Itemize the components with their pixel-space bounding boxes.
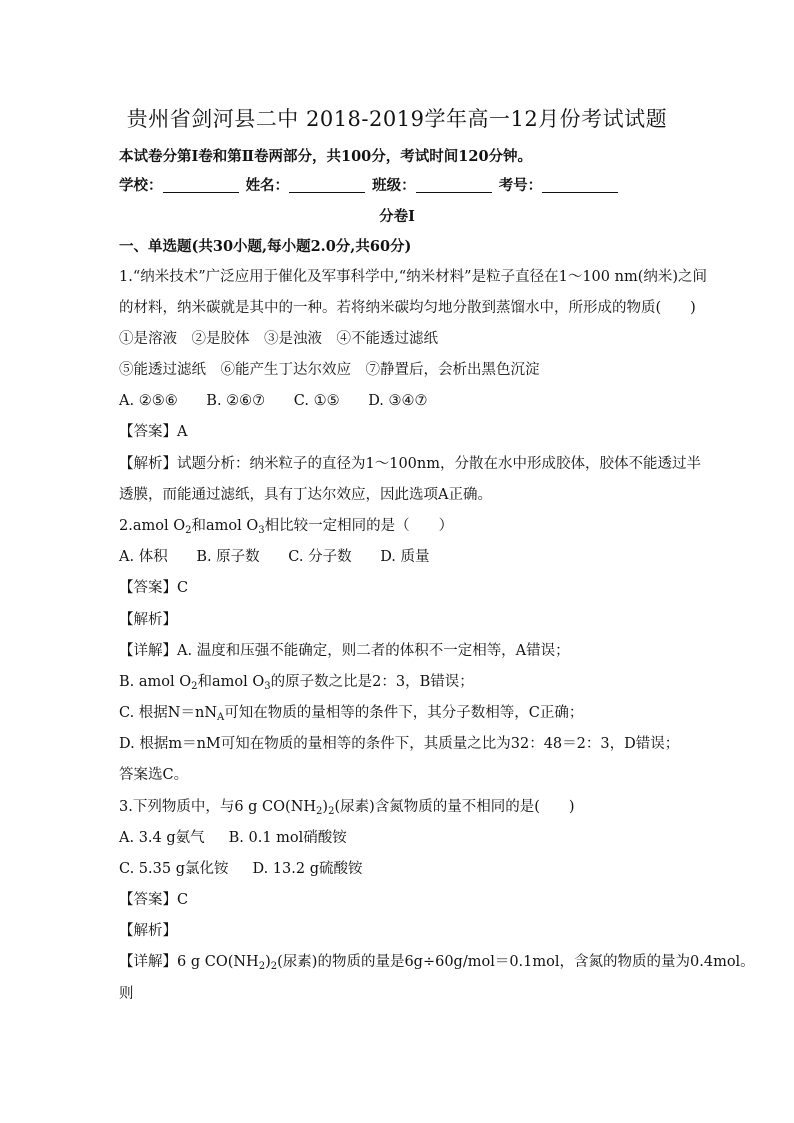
- subscript: 3: [258, 525, 265, 536]
- q2-detail-part: 可知在物质的量相等的条件下，其分子数相等，C正确；: [224, 705, 584, 721]
- q1-items-line-2: ⑤能透过滤纸 ⑥能产生丁达尔效应 ⑦静置后，会析出黑色沉淀: [119, 362, 540, 378]
- class-field[interactable]: [416, 178, 492, 194]
- q3-detail-part: ): [265, 954, 271, 970]
- q2-detail-line-1: 【详解】A. 温度和压强不能确定，则二者的体积不一定相等，A错误；: [119, 643, 570, 659]
- q2-option-a: A. 体积: [119, 549, 168, 565]
- q2-detail-part: 的原子数之比是2：3，B错误；: [270, 674, 474, 690]
- name-label: 姓名：: [245, 177, 290, 194]
- name-field[interactable]: [289, 178, 365, 194]
- q2-answer: 【答案】C: [119, 580, 189, 596]
- q3-options-row-2: [119, 861, 387, 878]
- q1-analysis-line-1: 【解析】试题分析：纳米粒子的直径为1～100nm，分散在水中形成胶体，胶体不能透过半: [119, 456, 701, 472]
- q1-items-line-1: ①是溶液 ②是胶体 ③是浊液 ④不能透过滤纸: [119, 331, 438, 347]
- q2-options: [119, 549, 454, 566]
- q1-option-b: B. ②⑥⑦: [206, 393, 266, 409]
- subscript: A: [217, 712, 225, 723]
- q2-stem: [119, 518, 453, 537]
- q3-detail-part: 【详解】6 g CO(NH: [119, 954, 259, 970]
- q3-detail-part: (尿素)的物质的量是6g÷60g/mol＝0.1mol，含氮的物质的量为0.4mol。: [277, 954, 755, 970]
- q2-detail-part: B. amol O: [119, 674, 192, 690]
- q2-detail-line-3: [119, 705, 583, 724]
- subscript: 2: [316, 806, 323, 817]
- q3-option-b: B. 0.1 mol硝酸铵: [228, 830, 347, 846]
- school-label: 学校：: [119, 177, 163, 194]
- q3-stem-part: (尿素)含氮物质的量不相同的是( ): [334, 799, 575, 815]
- q1-stem-line-2: 的材料，纳米碳就是其中的一种。若将纳米碳均匀地分散到蒸馏水中，所形成的物质( ): [119, 300, 696, 316]
- number-field[interactable]: [542, 178, 618, 194]
- subscript: 2: [185, 525, 192, 536]
- q2-detail-line-2: [119, 674, 474, 693]
- section-title: 分卷I: [379, 208, 415, 225]
- q1-option-a: A. ②⑤⑥: [119, 393, 178, 409]
- subscript: 2: [258, 961, 266, 972]
- q3-options-row-1: [119, 830, 371, 847]
- subscript: 2: [270, 961, 278, 972]
- q2-analysis: 【解析】: [119, 612, 177, 628]
- exam-intro: 本试卷分第Ⅰ卷和第Ⅱ卷两部分，共100分，考试时间120分钟。: [119, 148, 533, 165]
- q1-option-d: D. ③④⑦: [368, 393, 428, 409]
- q2-detail-line-4: D. 根据m＝nM可知在物质的量相等的条件下，其质量之比为32：48＝2：3，D错误；: [119, 736, 680, 752]
- subscript: 2: [328, 806, 335, 817]
- q3-stem-part: ): [322, 799, 329, 815]
- q2-option-c: C. 分子数: [288, 549, 352, 565]
- q3-answer: 【答案】C: [119, 892, 189, 908]
- q2-detail-part: 和amol O: [197, 674, 265, 690]
- q1-option-c: C. ①⑤: [293, 393, 340, 409]
- class-label: 班级：: [372, 177, 416, 194]
- part-title: 一、单选题(共30小题,每小题2.0分,共60分): [119, 238, 412, 255]
- q2-conclusion: 答案选C。: [119, 767, 189, 783]
- q2-stem-part: 2.amol O: [119, 518, 186, 534]
- q2-stem-part: 和amol O: [191, 518, 259, 534]
- q3-stem: [119, 799, 575, 818]
- q2-stem-part: 相比较一定相同的是（ ）: [264, 518, 454, 534]
- page-title: 贵州省剑河县二中 2018-2019学年高一12月份考试试题: [126, 107, 668, 131]
- q1-answer: 【答案】A: [119, 424, 188, 440]
- q2-option-d: D. 质量: [380, 549, 430, 565]
- q1-options: [119, 393, 452, 410]
- subscript: 2: [191, 681, 198, 692]
- q1-analysis-line-2: 透膜，而能通过滤纸，具有丁达尔效应，因此选项A正确。: [119, 487, 492, 503]
- q2-detail-part: C. 根据N＝nN: [119, 705, 218, 721]
- student-info-fields: [119, 177, 620, 194]
- q3-detail-line-1: [119, 954, 755, 973]
- subscript: 3: [264, 681, 271, 692]
- q3-detail-line-2: 则: [119, 986, 134, 1002]
- q3-stem-part: 3.下列物质中，与6 g CO(NH: [119, 799, 317, 815]
- q3-option-a: A. 3.4 g氨气: [119, 830, 205, 846]
- q3-option-c: C. 5.35 g氯化铵: [119, 861, 229, 877]
- number-label: 考号：: [498, 177, 543, 194]
- q3-option-d: D. 13.2 g硫酸铵: [252, 861, 363, 877]
- school-field[interactable]: [163, 178, 239, 194]
- q1-stem-line-1: 1.“纳米技术”广泛应用于催化及军事科学中,“纳米材料”是粒子直径在1～100 nm(纳米)之间: [119, 269, 708, 285]
- q2-option-b: B. 原子数: [196, 549, 260, 565]
- q3-analysis: 【解析】: [119, 923, 177, 939]
